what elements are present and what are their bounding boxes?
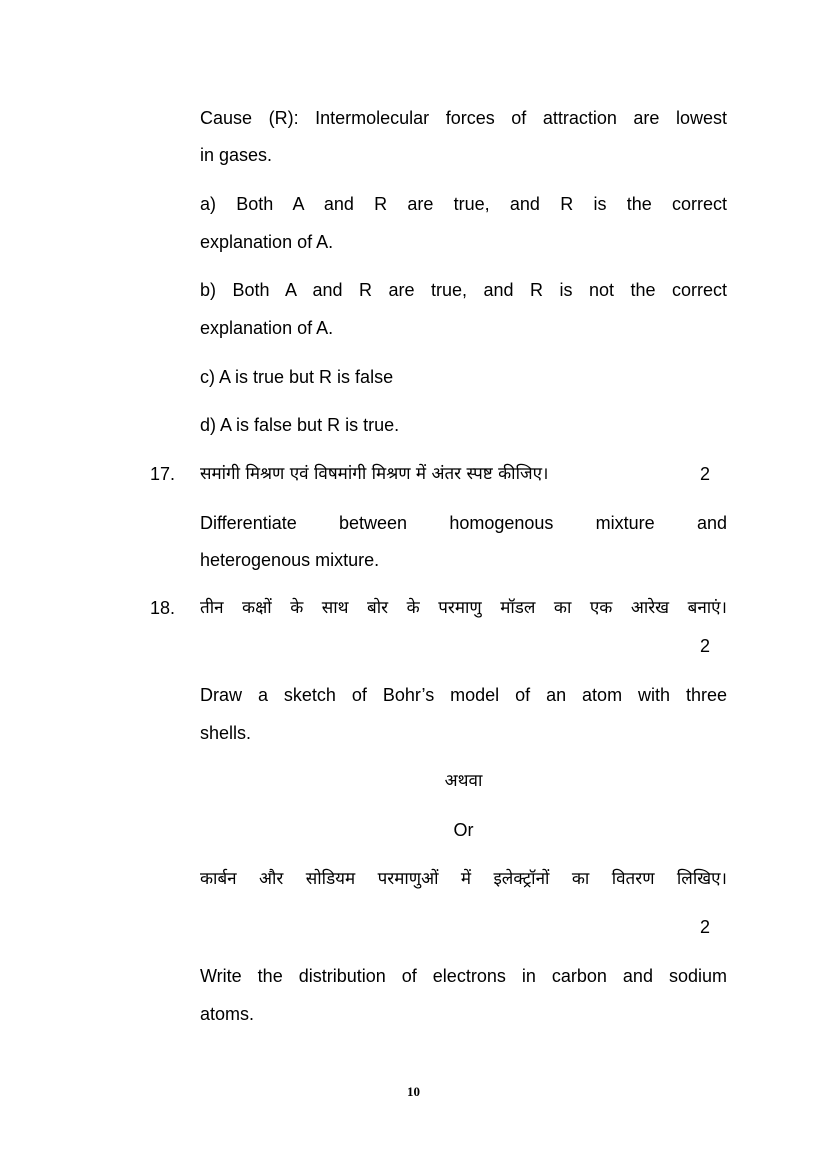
- q16-cause-line-2: in gases.: [200, 145, 273, 165]
- q16-option-b-line-1: b) Both A and R are true, and R is not the correct: [200, 280, 727, 300]
- q17-english-line-1: Differentiate between homogenous mixture and: [200, 513, 727, 533]
- q16-option-a-line-1: a) Both A and R are true, and R is the correct: [200, 194, 727, 214]
- q17-number: 17.: [150, 464, 176, 484]
- q17-hindi-text: समांगी मिश्रण एवं विषमांगी मिश्रण में अंतर स्पष्ट कीजिए।: [200, 464, 549, 484]
- q17-marks: 2: [700, 464, 711, 484]
- q18-alt-hindi-text: कार्बन और सोडियम परमाणुओं में इलेक्ट्रॉनों का वितरण लिखिए।: [200, 869, 727, 889]
- q18-number: 18.: [150, 598, 176, 618]
- q17-english-line-2: heterogenous mixture.: [200, 550, 380, 570]
- q16-option-d: d) A is false but R is true.: [200, 415, 400, 435]
- q18-alt-english-line-2: atoms.: [200, 1004, 255, 1024]
- q18-english-line-2: shells.: [200, 723, 252, 743]
- or-hindi: अथवा: [444, 771, 483, 791]
- q16-option-a-line-2: explanation of A.: [200, 232, 334, 252]
- q16-option-c: c) A is true but R is false: [200, 367, 394, 387]
- page-number: 10: [407, 1084, 420, 1099]
- q18-alt-marks: 2: [700, 917, 711, 937]
- or-english: Or: [453, 820, 474, 840]
- q18-alt-english-line-1: Write the distribution of electrons in carbon and sodium: [200, 966, 727, 986]
- q18-marks: 2: [700, 636, 711, 656]
- q16-option-b-line-2: explanation of A.: [200, 318, 334, 338]
- q16-cause-line-1: Cause (R): Intermolecular forces of attraction are lowest: [200, 108, 727, 128]
- q18-english-line-1: Draw a sketch of Bohr’s model of an atom with three: [200, 685, 727, 705]
- q18-hindi-text: तीन कक्षों के साथ बोर के परमाणु मॉडल का एक आरेख बनाएं।: [200, 598, 727, 618]
